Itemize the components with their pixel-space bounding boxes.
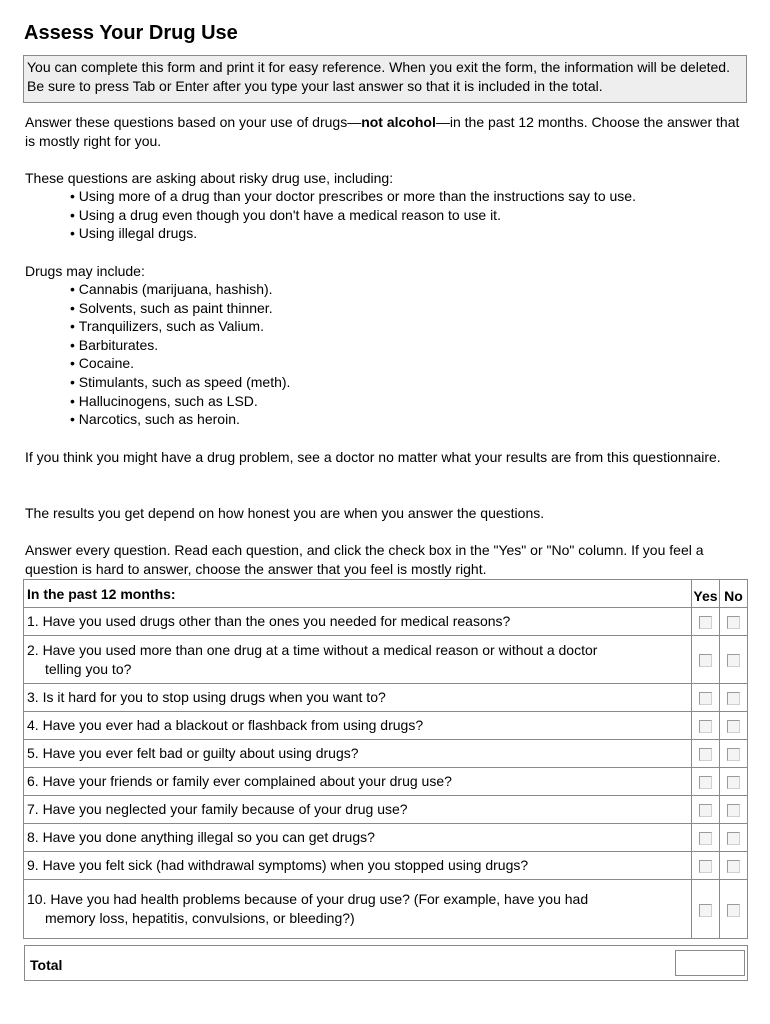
no-cell	[720, 684, 748, 712]
yes-checkbox[interactable]	[699, 720, 712, 733]
question-line: 10. Have you had health problems because of your drug use? (For example, have you had	[27, 891, 589, 907]
yes-cell	[692, 852, 720, 880]
form-notice: You can complete this form and print it for easy reference. When you exit the form, the information will be deleted. Be sure to press Tab or Enter after you type your last answer so that it is included in the total.	[23, 55, 747, 103]
table-header-row	[24, 580, 748, 608]
table-row	[24, 796, 748, 824]
question-text	[24, 636, 692, 684]
yes-cell	[692, 824, 720, 852]
no-checkbox[interactable]	[727, 860, 740, 873]
table-row	[24, 852, 748, 880]
no-checkbox[interactable]	[727, 748, 740, 761]
question-line: 3. Is it hard for you to stop using drugs when you want to?	[27, 689, 386, 705]
yes-checkbox[interactable]	[699, 692, 712, 705]
intro-text-end: —in the past 12 months. Choose the answer that is mostly right for you.	[25, 114, 740, 149]
intro-text-bold: not alcohol	[361, 114, 436, 130]
questionnaire-table	[23, 579, 748, 939]
question-line: 2. Have you used more than one drug at a time without a medical reason or without a doctor	[27, 641, 598, 658]
yes-checkbox[interactable]	[699, 776, 712, 789]
list-item: • Cocaine.	[70, 354, 290, 373]
list-item: • Narcotics, such as heroin.	[70, 410, 290, 429]
yes-checkbox[interactable]	[699, 654, 712, 667]
no-cell	[720, 768, 748, 796]
yes-checkbox[interactable]	[699, 860, 712, 873]
no-checkbox[interactable]	[727, 654, 740, 667]
list-item: • Barbiturates.	[70, 336, 290, 355]
question-line: 7. Have you neglected your family because of your drug use?	[27, 801, 408, 817]
no-checkbox[interactable]	[727, 616, 740, 629]
question-text	[24, 880, 692, 939]
table-row	[24, 684, 748, 712]
question-text	[24, 768, 692, 796]
yes-checkbox[interactable]	[699, 616, 712, 629]
no-checkbox[interactable]	[727, 692, 740, 705]
yes-cell	[692, 712, 720, 740]
question-text	[24, 824, 692, 852]
answer-instructions: Answer every question. Read each question, and click the check box in the "Yes" or "No" column. If you feel a question is hard to answer, choose the answer that you feel is mostly right.	[25, 542, 704, 577]
list-item: • Solvents, such as paint thinner.	[70, 299, 290, 318]
question-line-continued: memory loss, hepatitis, convulsions, or bleeding?)	[45, 910, 355, 926]
drugs-list	[70, 280, 290, 429]
no-cell	[720, 796, 748, 824]
risky-use-list	[70, 187, 636, 243]
yes-checkbox[interactable]	[699, 832, 712, 845]
yes-checkbox[interactable]	[699, 904, 712, 917]
question-text	[24, 796, 692, 824]
question-line: 5. Have you ever felt bad or guilty about using drugs?	[27, 745, 359, 761]
no-cell	[720, 740, 748, 768]
yes-cell	[692, 740, 720, 768]
question-text	[24, 684, 692, 712]
honesty-note: The results you get depend on how honest you are when you answer the questions.	[25, 505, 545, 521]
yes-checkbox[interactable]	[699, 748, 712, 761]
no-cell	[720, 712, 748, 740]
yes-cell	[692, 768, 720, 796]
list-item: • Tranquilizers, such as Valium.	[70, 317, 290, 336]
list-item: • Using more of a drug than your doctor prescribes or more than the instructions say to use.	[70, 187, 636, 206]
question-text	[24, 852, 692, 880]
table-row	[24, 636, 748, 684]
no-cell	[720, 608, 748, 636]
total-field[interactable]	[675, 950, 745, 976]
yes-cell	[692, 796, 720, 824]
table-row	[24, 608, 748, 636]
no-checkbox[interactable]	[727, 776, 740, 789]
no-checkbox[interactable]	[727, 904, 740, 917]
table-row	[24, 712, 748, 740]
risky-use-lead: These questions are asking about risky drug use, including:	[25, 170, 394, 186]
list-item: • Stimulants, such as speed (meth).	[70, 373, 290, 392]
no-checkbox[interactable]	[727, 720, 740, 733]
intro-text-start: Answer these questions based on your use of drugs—	[25, 114, 362, 130]
table-row	[24, 768, 748, 796]
no-checkbox[interactable]	[727, 804, 740, 817]
table-row	[24, 880, 748, 939]
yes-cell	[692, 684, 720, 712]
no-cell	[720, 852, 748, 880]
no-cell	[720, 824, 748, 852]
question-text	[24, 608, 692, 636]
total-label: Total	[30, 957, 63, 973]
total-section	[24, 945, 748, 981]
question-line-continued: telling you to?	[45, 660, 132, 677]
list-item: • Hallucinogens, such as LSD.	[70, 392, 290, 411]
question-text	[24, 712, 692, 740]
question-text	[24, 740, 692, 768]
list-item: • Using a drug even though you don't have a medical reason to use it.	[70, 206, 636, 225]
table-row	[24, 740, 748, 768]
page-title: Assess Your Drug Use	[24, 22, 238, 44]
no-column-header: No	[720, 580, 748, 608]
no-cell	[720, 880, 748, 939]
question-line: 9. Have you felt sick (had withdrawal symptoms) when you stopped using drugs?	[27, 857, 529, 873]
no-cell	[720, 636, 748, 684]
intro-paragraph	[25, 113, 745, 151]
yes-cell	[692, 608, 720, 636]
yes-cell	[692, 636, 720, 684]
list-item: • Using illegal drugs.	[70, 224, 636, 243]
drugs-lead: Drugs may include:	[25, 263, 145, 279]
question-line: 6. Have your friends or family ever complained about your drug use?	[27, 773, 452, 789]
yes-cell	[692, 880, 720, 939]
yes-column-header: Yes	[692, 580, 720, 608]
table-row	[24, 824, 748, 852]
question-line: 1. Have you used drugs other than the ones you needed for medical reasons?	[27, 613, 511, 629]
list-item: • Cannabis (marijuana, hashish).	[70, 280, 290, 299]
question-line: 4. Have you ever had a blackout or flashback from using drugs?	[27, 717, 424, 733]
yes-checkbox[interactable]	[699, 804, 712, 817]
doctor-note: If you think you might have a drug problem, see a doctor no matter what your results are from this questionnaire.	[25, 449, 721, 465]
table-header-label: In the past 12 months:	[24, 580, 692, 608]
no-checkbox[interactable]	[727, 832, 740, 845]
question-line: 8. Have you done anything illegal so you can get drugs?	[27, 829, 375, 845]
